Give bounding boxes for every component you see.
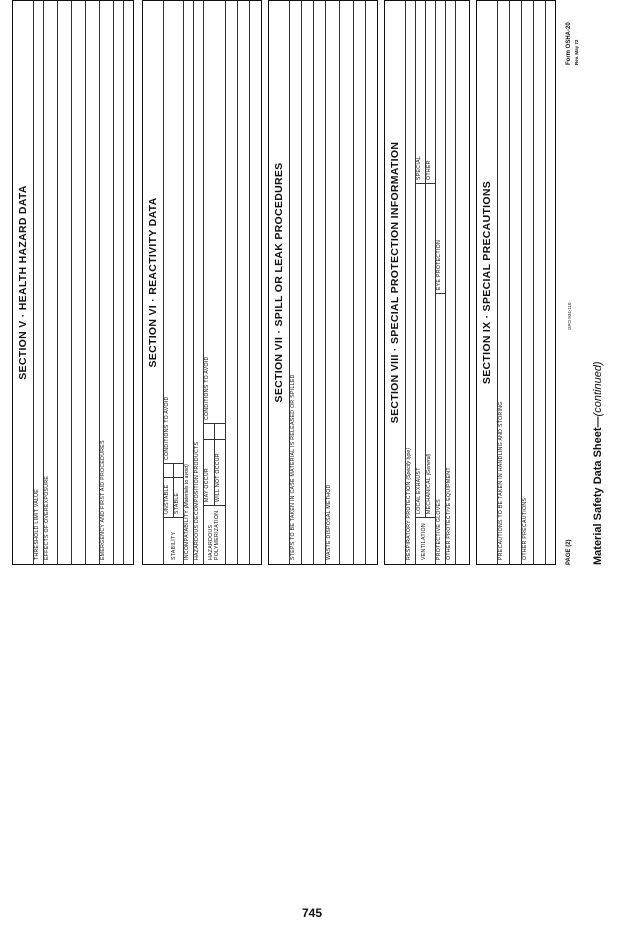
caption-title: Material Safety Data Sheet—(continued) bbox=[592, 361, 604, 565]
eye-protection-label: EYE PROTECTION bbox=[436, 239, 442, 290]
section-viii bbox=[384, 0, 470, 565]
section-v-header: SECTION V · HEALTH HAZARD DATA bbox=[17, 185, 29, 380]
hazardous-decomposition-label: HAZARDOUS DECOMPOSITION PRODUCTS bbox=[194, 441, 200, 560]
other-precautions-label: OTHER PRECAUTIONS bbox=[522, 497, 528, 560]
protective-gloves-label: PROTECTIVE GLOVES bbox=[436, 498, 442, 560]
effects-of-overexposure-label: EFFECTS OF OVEREXPOSURE bbox=[44, 475, 50, 560]
rev-label: Rev. May 72 bbox=[574, 39, 579, 65]
spill-steps-label: STEPS TO BE TAKEN IN CASE MATERIAL IS RELEASED OR SPILLED bbox=[290, 374, 296, 560]
handling-storing-label: PRECAUTIONS TO BE TAKEN IN HANDLING AND STORING bbox=[498, 401, 504, 560]
section-ix bbox=[476, 0, 556, 565]
section-vi-header: SECTION VI · REACTIVITY DATA bbox=[147, 197, 159, 368]
section-vii bbox=[268, 0, 378, 565]
threshold-limit-value-label: THRESHOLD LIMIT VALUE bbox=[34, 489, 40, 560]
gpo-label: GPO 934-110 bbox=[567, 302, 572, 330]
conditions-to-avoid-2-label: CONDITIONS TO AVOID bbox=[204, 356, 210, 420]
unstable-label: UNSTABLE bbox=[164, 484, 170, 514]
emergency-first-aid-label: EMERGENCY AND FIRST AID PROCEDURES bbox=[100, 440, 106, 560]
other-equipment-label: OTHER PROTECTIVE EQUIPMENT bbox=[446, 467, 452, 560]
section-vi bbox=[142, 0, 262, 565]
page-label: PAGE (2) bbox=[566, 539, 572, 565]
page-number: 745 bbox=[301, 906, 323, 920]
special-label: SPECIAL bbox=[416, 155, 422, 180]
stability-label: STABILITY bbox=[171, 531, 177, 560]
polymerization-label: POLYMERIZATION bbox=[214, 510, 220, 560]
hazardous-label: HAZARDOUS bbox=[208, 524, 214, 560]
waste-disposal-label: WASTE DISPOSAL METHOD bbox=[326, 484, 332, 560]
local-exhaust-label: LOCAL EXHAUST bbox=[416, 467, 422, 514]
stable-label: STABLE bbox=[174, 492, 180, 514]
section-vii-header: SECTION VII · SPILL OR LEAK PROCEDURES bbox=[273, 162, 285, 403]
section-v bbox=[12, 0, 134, 565]
may-occur-label: MAY OCCUR bbox=[204, 468, 210, 502]
will-not-occur-label: WILL NOT OCCUR bbox=[215, 453, 221, 502]
incompatibility-label: INCOMPATABILITY (Materials to avoid) bbox=[184, 464, 190, 560]
conditions-to-avoid-label: CONDITIONS TO AVOID bbox=[164, 396, 170, 460]
section-viii-header: SECTION VIII · SPECIAL PROTECTION INFORMATION bbox=[389, 141, 401, 424]
form-label: Form OSHA-20 bbox=[566, 22, 572, 65]
ventilation-label: VENTILATION bbox=[421, 523, 427, 560]
other-label: OTHER bbox=[426, 160, 432, 180]
section-ix-header: SECTION IX · SPECIAL PRECAUTIONS bbox=[481, 180, 493, 385]
mechanical-label: MECHANICAL (General) bbox=[426, 453, 432, 514]
respiratory-protection-label: RESPIRATORY PROTECTION (Specify type) bbox=[406, 447, 412, 560]
